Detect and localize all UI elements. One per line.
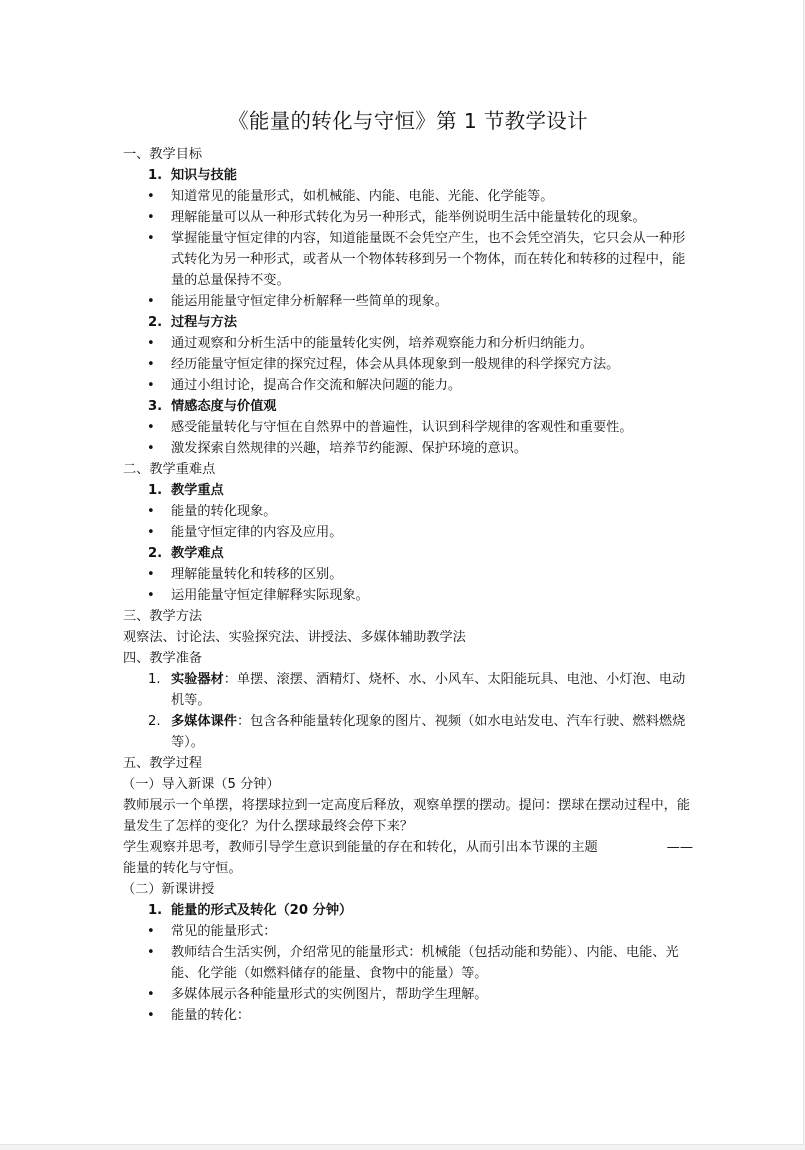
list-item: • 激发探索自然规律的兴趣，培养节约能源、保护环境的意识。 <box>123 438 693 459</box>
numbered-heading: 1. 能量的形式及转化（20 分钟） <box>148 903 353 918</box>
numbered-heading: 3. 情感态度与价值观 <box>148 399 277 414</box>
subsection-heading: （一）导入新课（5 分钟） <box>122 777 280 792</box>
list-item: • 掌握能量守恒定律的内容，知道能量既不会凭空产生，也不会凭空消失，它只会从一种形式转化为另一种形式，或者从一个物体转移到另一个物体，而在转化和转移的过程中，能量的总量保持不变。 <box>123 228 693 291</box>
list-item: • 运用能量守恒定律解释实际现象。 <box>123 585 693 606</box>
document-body <box>123 106 693 1026</box>
numbered-heading: 1. 教学重点 <box>148 483 224 498</box>
subsection-heading: （二）新课讲授 <box>122 882 215 897</box>
numbered-item: 2. 多媒体课件：包含各种能量转化现象的图片、视频（如水电站发电、汽车行驶、燃料燃烧等）。 <box>148 714 686 750</box>
list-item: • 通过小组讨论，提高合作交流和解决问题的能力。 <box>123 375 693 396</box>
list-item: • 多媒体展示各种能量形式的实例图片，帮助学生理解。 <box>123 984 693 1005</box>
numbered-heading: 2. 过程与方法 <box>148 315 237 330</box>
section-heading: 四、教学准备 <box>123 651 203 666</box>
list-item: • 常见的能量形式： <box>123 921 693 942</box>
section-heading: 五、教学过程 <box>123 756 203 771</box>
paragraph: 观察法、讨论法、实验探究法、讲授法、多媒体辅助教学法 <box>123 630 466 645</box>
paragraph: 能量的转化与守恒。 <box>123 861 242 876</box>
paragraph: 教师展示一个单摆，将摆球拉到一定高度后释放，观察单摆的摆动。提问：摆球在摆动过程中，能量发生了怎样的变化？为什么摆球最终会停下来？ <box>123 798 691 834</box>
list-item: • 能量的转化： <box>123 1005 693 1026</box>
list-item: • 感受能量转化与守恒在自然界中的普遍性，认识到科学规律的客观性和重要性。 <box>123 417 693 438</box>
page-title: 《能量的转化与守恒》第 1 节教学设计 <box>228 109 588 133</box>
section-heading: 三、教学方法 <box>123 609 203 624</box>
numbered-item: 1. 实验器材：单摆、滚摆、酒精灯、烧杯、水、小风车、太阳能玩具、电池、小灯泡、电动机等。 <box>148 672 686 708</box>
list-item: • 能量守恒定律的内容及应用。 <box>123 522 693 543</box>
list-item: • 能量的转化现象。 <box>123 501 693 522</box>
section-heading: 二、教学重难点 <box>123 462 216 477</box>
list-item: • 理解能量可以从一种形式转化为另一种形式，能举例说明生活中能量转化的现象。 <box>123 207 693 228</box>
list-item: • 知道常见的能量形式，如机械能、内能、电能、光能、化学能等。 <box>123 186 693 207</box>
list-item: • 教师结合生活实例，介绍常见的能量形式：机械能（包括动能和势能）、内能、电能、光能、化学能（如燃料储存的能量、食物中的能量）等。 <box>123 942 693 984</box>
numbered-heading: 1. 知识与技能 <box>148 168 237 183</box>
numbered-heading: 2. 教学难点 <box>148 546 224 561</box>
list-item: • 通过观察和分析生活中的能量转化实例，培养观察能力和分析归纳能力。 <box>123 333 693 354</box>
paragraph: 学生观察并思考，教师引导学生意识到能量的存在和转化，从而引出本节课的主题 —— <box>123 840 693 855</box>
list-item: • 理解能量转化和转移的区别。 <box>123 564 693 585</box>
list-item: • 经历能量守恒定律的探究过程，体会从具体现象到一般规律的科学探究方法。 <box>123 354 693 375</box>
section-heading: 一、教学目标 <box>123 147 203 162</box>
list-item: • 能运用能量守恒定律分析解释一些简单的现象。 <box>123 291 693 312</box>
